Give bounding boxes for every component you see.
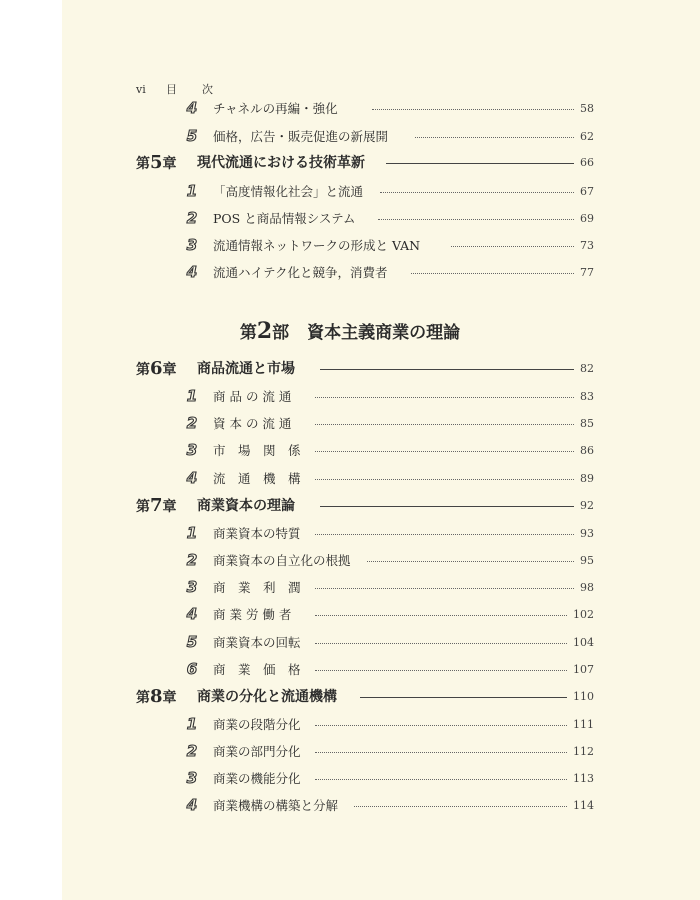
dot-leader bbox=[315, 779, 567, 780]
section-number: 2 bbox=[186, 742, 198, 760]
toc-section-row bbox=[0, 468, 700, 488]
section-number: 5 bbox=[186, 633, 198, 651]
page-number: 82 bbox=[580, 361, 594, 375]
toc-chapter-row bbox=[0, 358, 700, 378]
toc-section-row bbox=[0, 604, 700, 624]
section-title: 「高度情報化社会」と流通 bbox=[213, 184, 364, 199]
section-title: チャネルの再編・強化 bbox=[213, 101, 338, 116]
page-number: 69 bbox=[580, 211, 594, 225]
running-header bbox=[136, 81, 213, 97]
part-title: 資本主義商業の理論 bbox=[307, 323, 461, 343]
toc-section-row bbox=[0, 523, 700, 543]
section-number: 3 bbox=[186, 236, 198, 254]
page-number: 113 bbox=[573, 771, 594, 785]
section-title: 商業の機能分化 bbox=[213, 771, 301, 786]
toc-section-row bbox=[0, 386, 700, 406]
chapter-suffix: 章 bbox=[162, 498, 177, 515]
page-number: 77 bbox=[580, 265, 594, 279]
page-number: 66 bbox=[580, 155, 594, 169]
dot-leader bbox=[315, 451, 574, 452]
page-number: 102 bbox=[573, 607, 594, 621]
toc-section-row bbox=[0, 235, 700, 255]
section-number: 4 bbox=[186, 605, 198, 623]
toc-section-row bbox=[0, 262, 700, 282]
chapter-number: 6 bbox=[150, 357, 163, 379]
toc-chapter-row bbox=[0, 152, 700, 172]
chapter-title: 商品流通と市場 bbox=[197, 361, 295, 377]
dot-leader bbox=[378, 219, 574, 220]
section-title: 価格，広告・販売促進の新展開 bbox=[213, 129, 389, 144]
part-number: 2 bbox=[256, 318, 273, 344]
dot-leader bbox=[315, 534, 574, 535]
section-number: 3 bbox=[186, 578, 198, 596]
page-number: 83 bbox=[580, 389, 594, 403]
chapter-prefix: 第 bbox=[136, 361, 150, 378]
page-number: 89 bbox=[580, 471, 594, 485]
toc-section-row bbox=[0, 768, 700, 788]
chapter-label bbox=[136, 152, 177, 173]
page-number: 85 bbox=[580, 416, 594, 430]
chapter-label bbox=[136, 686, 177, 707]
section-title: 商業資本の特質 bbox=[213, 526, 301, 541]
part-heading bbox=[0, 318, 700, 344]
chapter-number: 8 bbox=[150, 685, 163, 707]
section-title: 商 業 価 格 bbox=[213, 662, 301, 677]
header-title-1: 目 bbox=[166, 83, 177, 96]
section-number: 4 bbox=[186, 796, 198, 814]
dot-leader bbox=[354, 806, 567, 807]
dot-leader bbox=[315, 670, 567, 671]
chapter-suffix: 章 bbox=[162, 689, 177, 706]
toc-section-row bbox=[0, 98, 700, 118]
chapter-rule bbox=[320, 369, 574, 370]
toc-section-row bbox=[0, 632, 700, 652]
toc-section-row bbox=[0, 550, 700, 570]
section-title: 商業資本の自立化の根拠 bbox=[213, 553, 351, 568]
section-title: 流 通 機 構 bbox=[213, 471, 301, 486]
section-title: 商業の段階分化 bbox=[213, 717, 301, 732]
section-title: 流通情報ネットワークの形成と VAN bbox=[213, 238, 421, 253]
section-title: 商業資本の回転 bbox=[213, 635, 301, 650]
toc-section-row bbox=[0, 795, 700, 815]
section-title: 商 業 利 潤 bbox=[213, 580, 301, 595]
toc-section-row bbox=[0, 577, 700, 597]
chapter-label bbox=[136, 495, 177, 516]
toc-section-row bbox=[0, 741, 700, 761]
section-number: 2 bbox=[186, 209, 198, 227]
section-title: 商 業 労 働 者 bbox=[213, 607, 292, 622]
chapter-title: 現代流通における技術革新 bbox=[197, 155, 365, 171]
page-number: 114 bbox=[573, 798, 594, 812]
chapter-rule bbox=[320, 506, 574, 507]
page-number: 112 bbox=[573, 744, 594, 758]
chapter-number: 5 bbox=[150, 151, 163, 173]
page-number: 67 bbox=[580, 184, 594, 198]
section-title: 商業機構の構築と分解 bbox=[213, 798, 339, 813]
section-number: 2 bbox=[186, 414, 198, 432]
dot-leader bbox=[411, 273, 574, 274]
chapter-title: 商業資本の理論 bbox=[197, 498, 295, 514]
page-number: 110 bbox=[573, 689, 594, 703]
page-number: 86 bbox=[580, 443, 594, 457]
chapter-prefix: 第 bbox=[136, 155, 150, 172]
section-number: 4 bbox=[186, 469, 198, 487]
part-prefix: 第 bbox=[239, 323, 257, 343]
page-number: 98 bbox=[580, 580, 594, 594]
dot-leader bbox=[315, 752, 567, 753]
section-number: 5 bbox=[186, 127, 198, 145]
page-number: 95 bbox=[580, 553, 594, 567]
section-number: 6 bbox=[186, 660, 198, 678]
part-suffix: 部 bbox=[272, 323, 290, 343]
page-number: 62 bbox=[580, 129, 594, 143]
chapter-prefix: 第 bbox=[136, 498, 150, 515]
header-page-number: vi bbox=[136, 83, 146, 96]
dot-leader bbox=[415, 137, 574, 138]
dot-leader bbox=[315, 615, 567, 616]
dot-leader bbox=[315, 397, 574, 398]
header-title-2: 次 bbox=[202, 83, 213, 96]
section-number: 3 bbox=[186, 441, 198, 459]
section-number: 1 bbox=[186, 387, 198, 405]
dot-leader bbox=[315, 479, 574, 480]
page-number: 111 bbox=[573, 717, 594, 731]
page-number: 104 bbox=[573, 635, 594, 649]
chapter-title: 商業の分化と流通機構 bbox=[197, 689, 337, 705]
section-number: 1 bbox=[186, 182, 198, 200]
dot-leader bbox=[367, 561, 574, 562]
chapter-suffix: 章 bbox=[162, 155, 177, 172]
toc-section-row bbox=[0, 714, 700, 734]
section-title: 商業の部門分化 bbox=[213, 744, 301, 759]
toc-section-row bbox=[0, 659, 700, 679]
page-number: 58 bbox=[580, 101, 594, 115]
section-number: 2 bbox=[186, 551, 198, 569]
dot-leader bbox=[315, 588, 574, 589]
toc-chapter-row bbox=[0, 495, 700, 515]
toc-section-row bbox=[0, 208, 700, 228]
section-title: 市 場 関 係 bbox=[213, 443, 301, 458]
section-number: 4 bbox=[186, 99, 198, 117]
section-number: 1 bbox=[186, 715, 198, 733]
chapter-number: 7 bbox=[150, 494, 163, 516]
dot-leader bbox=[380, 192, 574, 193]
section-title: 流通ハイテク化と競争，消費者 bbox=[213, 265, 388, 280]
toc-section-row bbox=[0, 126, 700, 146]
chapter-rule bbox=[360, 697, 567, 698]
page-number: 73 bbox=[580, 238, 594, 252]
dot-leader bbox=[315, 725, 567, 726]
chapter-rule bbox=[386, 163, 574, 164]
page-number: 92 bbox=[580, 498, 594, 512]
chapter-label bbox=[136, 358, 177, 379]
section-number: 1 bbox=[186, 524, 198, 542]
toc-section-row bbox=[0, 440, 700, 460]
section-title: POS と商品情報システム bbox=[213, 211, 356, 226]
section-number: 3 bbox=[186, 769, 198, 787]
chapter-prefix: 第 bbox=[136, 689, 150, 706]
section-number: 4 bbox=[186, 263, 198, 281]
toc-chapter-row bbox=[0, 686, 700, 706]
toc-section-row bbox=[0, 413, 700, 433]
page-number: 93 bbox=[580, 526, 594, 540]
chapter-suffix: 章 bbox=[162, 361, 177, 378]
dot-leader bbox=[315, 643, 567, 644]
dot-leader bbox=[315, 424, 574, 425]
section-title: 資 本 の 流 通 bbox=[213, 416, 292, 431]
dot-leader bbox=[451, 246, 574, 247]
section-title: 商 品 の 流 通 bbox=[213, 389, 292, 404]
dot-leader bbox=[372, 109, 574, 110]
toc-section-row bbox=[0, 181, 700, 201]
page-number: 107 bbox=[573, 662, 594, 676]
